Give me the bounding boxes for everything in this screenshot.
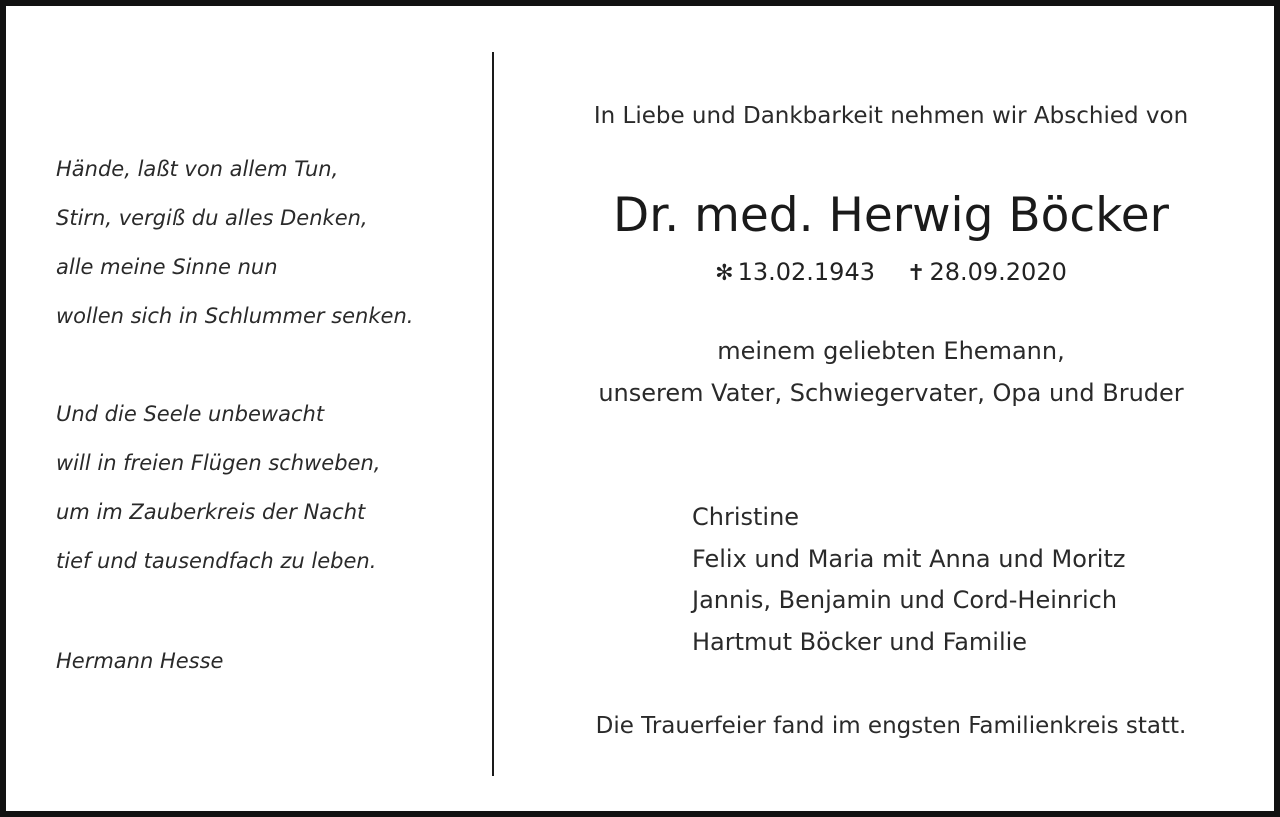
death-date: 28.09.2020 bbox=[929, 258, 1067, 286]
poem-line: alle meine Sinne nun bbox=[56, 255, 278, 279]
poem-line: Und die Seele unbewacht bbox=[56, 402, 325, 426]
poem-line: wollen sich in Schlummer senken. bbox=[56, 304, 414, 328]
relation-line: unserem Vater, Schwiegervater, Opa und Bruder bbox=[598, 379, 1184, 407]
mourners-list bbox=[692, 497, 1125, 663]
life-dates bbox=[506, 252, 1276, 294]
funeral-note: Die Trauerfeier fand im engsten Familienkreis statt. bbox=[595, 713, 1187, 739]
relation-line: meinem geliebten Ehemann, bbox=[717, 337, 1065, 365]
mourner-line: Jannis, Benjamin und Cord-Heinrich bbox=[692, 586, 1118, 614]
poem bbox=[56, 151, 476, 673]
mourner-line: Felix und Maria mit Anna und Moritz bbox=[692, 544, 1126, 573]
poem-line: um im Zauberkreis der Nacht bbox=[56, 500, 366, 524]
poem-line: Stirn, vergiß du alles Denken, bbox=[56, 206, 368, 230]
mourner-line: Hartmut Böcker und Familie bbox=[692, 627, 1028, 656]
deceased-name: Dr. med. Herwig Böcker bbox=[613, 188, 1169, 243]
birth-date: 13.02.1943 bbox=[737, 258, 875, 286]
poem-author: Hermann Hesse bbox=[56, 649, 224, 673]
mourner-line: Christine bbox=[692, 503, 800, 531]
relation-text bbox=[506, 330, 1276, 414]
poem-line: Hände, laßt von allem Tun, bbox=[56, 157, 339, 181]
birth-star-icon: ✻ bbox=[715, 261, 734, 286]
death-cross-icon: ✝ bbox=[907, 261, 926, 286]
stanza-gap bbox=[56, 347, 476, 396]
poem-line: will in freien Flügen schweben, bbox=[56, 451, 381, 475]
intro-text: In Liebe und Dankbarkeit nehmen wir Abschied von bbox=[593, 103, 1189, 129]
column-divider bbox=[492, 52, 494, 776]
poem-line: tief und tausendfach zu leben. bbox=[56, 549, 377, 573]
